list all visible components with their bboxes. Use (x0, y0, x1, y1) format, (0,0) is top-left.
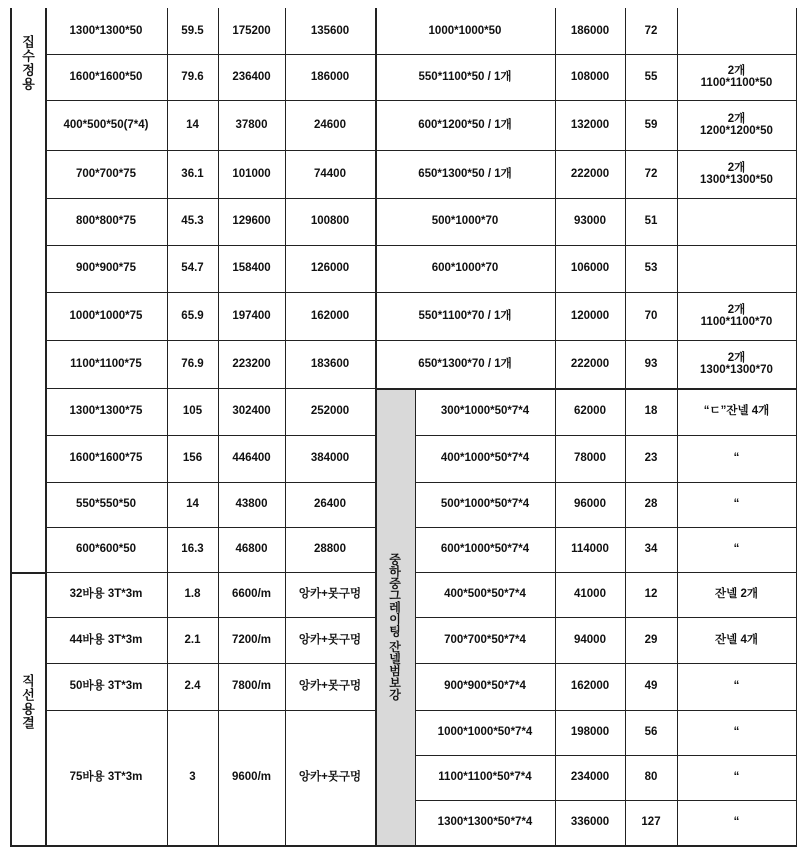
right-table-note-cell: “ (733, 452, 740, 465)
left-table-cell: 2.4 (184, 680, 201, 693)
right-table-size-cell: 300*1000*50*7*4 (440, 405, 530, 418)
right-table-weight-cell: 80 (644, 771, 658, 784)
right-table-price-cell: 41000 (574, 588, 606, 601)
right-table-note-cell: 잔넬 2개 (715, 588, 758, 601)
left-table-cell: 384000 (310, 452, 350, 465)
right-table-size-cell: 600*1200*50 / 1개 (418, 118, 512, 131)
left-table-cell: 129600 (232, 215, 271, 228)
left-table-cell: 236400 (232, 70, 271, 83)
left-table-cell: 126000 (310, 262, 350, 275)
price-table (8, 8, 798, 851)
left-table-cell: 앙카+못구멍 (298, 771, 362, 784)
right-table-price-cell: 62000 (574, 405, 606, 418)
right-table-size-cell: 600*1000*70 (431, 262, 499, 275)
left-table-cell: 76.9 (181, 357, 204, 370)
left-table-cell: 1.8 (184, 588, 201, 601)
right-table-weight-cell: 127 (641, 816, 661, 829)
left-table-cell: 162000 (310, 309, 350, 322)
left-table-cell: 3 (189, 771, 196, 784)
right-table-size-cell: 500*1000*70 (431, 215, 499, 228)
left-table-cell: 183600 (310, 357, 350, 370)
left-table-cell: 1600*1600*50 (69, 70, 143, 83)
right-table-size-cell: 700*700*50*7*4 (444, 633, 526, 646)
right-table-weight-cell: 51 (644, 215, 658, 228)
left-group-label: 직선용결 (20, 674, 35, 730)
left-table-cell: 600*600*50 (75, 543, 137, 556)
left-table-cell: 1300*1300*50 (69, 24, 143, 37)
left-table-cell: 14 (186, 498, 199, 511)
right-table-size-cell: 1000*1000*50*7*4 (437, 726, 533, 739)
left-table-cell: 105 (182, 405, 203, 418)
left-table-cell: 43800 (235, 498, 268, 511)
right-table-price-cell: 108000 (570, 70, 610, 83)
right-table-weight-cell: 55 (644, 70, 658, 83)
left-table-cell: 26400 (314, 498, 346, 511)
left-table-cell: 앙카+못구멍 (298, 588, 362, 601)
right-table-size-cell: 1000*1000*50 (428, 24, 502, 37)
left-table-cell: 101000 (232, 167, 271, 180)
left-table-cell: 50바용 3T*3m (69, 680, 143, 693)
right-table-size-cell: 600*1000*50*7*4 (440, 543, 530, 556)
right-table-price-cell: 198000 (570, 726, 610, 739)
right-table-note-cell: “ (733, 726, 740, 739)
left-table-cell: 550*550*50 (75, 498, 137, 511)
right-table-weight-cell: 49 (644, 680, 658, 693)
right-table-weight-cell: 56 (644, 726, 658, 739)
right-table-price-cell: 94000 (574, 633, 606, 646)
right-table-note-cell: “ (733, 816, 740, 829)
left-table-cell: 1000*1000*75 (69, 309, 143, 322)
left-table-cell: 28800 (314, 543, 346, 556)
right-table-note-cell: “ (733, 498, 740, 511)
right-table-price-cell: 162000 (570, 680, 610, 693)
left-table-cell: 45.3 (181, 215, 204, 228)
left-table-cell: 400*500*50(7*4) (63, 118, 149, 131)
right-table-size-cell: 1100*1100*50*7*4 (438, 771, 532, 784)
left-table-cell: 6600/m (231, 588, 271, 601)
middle-group-label: 중하중그레이팅 잔넬범보강 (387, 553, 402, 701)
left-table-cell: 7200/m (231, 633, 271, 646)
left-table-cell: 1600*1600*75 (69, 452, 143, 465)
left-table-cell: 9600/m (231, 771, 271, 784)
left-table-cell: 156 (182, 452, 203, 465)
right-table-size-cell: 400*500*50*7*4 (444, 588, 526, 601)
right-table-note-cell: “ㄷ”잔넬 4개 (703, 405, 770, 418)
right-table-weight-cell: 70 (644, 309, 658, 322)
left-table-cell: 앙카+못구멍 (298, 633, 362, 646)
right-table-price-cell: 93000 (574, 215, 606, 228)
left-table-cell: 24600 (314, 118, 346, 131)
right-table-price-cell: 336000 (570, 816, 610, 829)
right-table-size-cell: 400*1000*50*7*4 (440, 452, 530, 465)
right-table-price-cell: 114000 (571, 543, 609, 556)
left-table-cell: 36.1 (181, 167, 204, 180)
right-table-size-cell: 550*1100*70 / 1개 (418, 309, 512, 322)
left-table-cell: 135600 (310, 24, 350, 37)
right-table-weight-cell: 93 (644, 357, 658, 370)
grid-line-vertical (796, 8, 797, 846)
left-table-cell: 65.9 (181, 309, 204, 322)
right-table-price-cell: 120000 (570, 309, 610, 322)
right-table-size-cell: 550*1100*50 / 1개 (418, 70, 512, 83)
right-table-weight-cell: 34 (644, 543, 658, 556)
right-table-size-cell: 650*1300*50 / 1개 (418, 167, 512, 180)
right-table-note-cell (677, 245, 796, 292)
right-table-weight-cell: 53 (644, 262, 658, 275)
right-table-note-cell: 2개 1100*1100*50 (700, 64, 773, 89)
left-table-cell: 32바용 3T*3m (69, 588, 143, 601)
left-table-cell: 158400 (232, 262, 271, 275)
right-table-price-cell: 222000 (570, 167, 610, 180)
right-table-price-cell: 234000 (570, 771, 610, 784)
right-table-size-cell: 500*1000*50*7*4 (440, 498, 530, 511)
right-table-weight-cell: 29 (644, 633, 658, 646)
left-table-cell: 302400 (232, 405, 271, 418)
right-table-weight-cell: 12 (644, 588, 658, 601)
right-table-note-cell (677, 8, 796, 54)
left-table-cell: 54.7 (181, 262, 204, 275)
left-group-label: 집수정용 (20, 35, 35, 91)
grid-line-horizontal (10, 845, 46, 847)
grid-line-horizontal (415, 845, 797, 847)
left-table-cell: 1100*1100*75 (70, 357, 142, 370)
left-table-cell: 900*900*75 (75, 262, 137, 275)
grid-line-horizontal (375, 845, 416, 847)
right-table-note-cell (677, 198, 796, 245)
left-table-cell: 800*800*75 (75, 215, 137, 228)
left-table-cell: 100800 (310, 215, 350, 228)
left-table-cell: 79.6 (181, 70, 204, 83)
right-table-price-cell: 78000 (574, 452, 606, 465)
left-table-cell: 175200 (232, 24, 271, 37)
right-table-size-cell: 1300*1300*50*7*4 (437, 816, 533, 829)
left-table-cell: 14 (186, 118, 199, 131)
right-table-price-cell: 132000 (570, 118, 610, 131)
left-table-cell: 223200 (232, 357, 271, 370)
left-table-cell: 16.3 (181, 543, 204, 556)
left-table-cell: 44바용 3T*3m (69, 633, 143, 646)
right-table-note-cell: 2개 1200*1200*50 (700, 112, 773, 137)
right-table-weight-cell: 23 (644, 452, 658, 465)
right-table-price-cell: 106000 (570, 262, 610, 275)
right-table-note-cell: “ (733, 543, 740, 556)
left-table-cell: 1300*1300*75 (69, 405, 143, 418)
right-table-weight-cell: 72 (644, 167, 658, 180)
grid-line-horizontal (45, 845, 376, 847)
left-table-cell: 75바용 3T*3m (69, 771, 143, 784)
right-table-weight-cell: 28 (644, 498, 658, 511)
right-table-note-cell: 2개 1100*1100*70 (700, 303, 773, 328)
right-table-note-cell: 2개 1300*1300*50 (700, 161, 773, 186)
right-table-note-cell: 2개 1300*1300*70 (700, 351, 773, 376)
right-table-weight-cell: 72 (644, 24, 658, 37)
grid-line-horizontal (10, 572, 46, 574)
right-table-price-cell: 186000 (570, 24, 610, 37)
left-table-cell: 2.1 (184, 633, 201, 646)
left-table-cell: 446400 (232, 452, 271, 465)
right-table-weight-cell: 59 (644, 118, 658, 131)
right-table-note-cell: 잔넬 4개 (715, 633, 758, 646)
right-table-weight-cell: 18 (644, 405, 658, 418)
left-table-cell: 37800 (235, 118, 268, 131)
left-table-cell: 46800 (235, 543, 268, 556)
right-table-size-cell: 900*900*50*7*4 (444, 680, 526, 693)
right-table-note-cell: “ (733, 771, 740, 784)
left-table-cell: 74400 (314, 167, 346, 180)
right-table-price-cell: 96000 (574, 498, 606, 511)
right-table-price-cell: 222000 (570, 357, 610, 370)
left-table-cell: 252000 (310, 405, 350, 418)
left-table-cell: 59.5 (181, 24, 204, 37)
left-table-cell: 7800/m (231, 680, 271, 693)
left-table-cell: 앙카+못구멍 (298, 680, 362, 693)
right-table-size-cell: 650*1300*70 / 1개 (418, 357, 512, 370)
left-table-cell: 186000 (310, 70, 350, 83)
left-table-cell: 700*700*75 (75, 167, 137, 180)
left-table-cell: 197400 (232, 309, 271, 322)
right-table-note-cell: “ (733, 680, 740, 693)
